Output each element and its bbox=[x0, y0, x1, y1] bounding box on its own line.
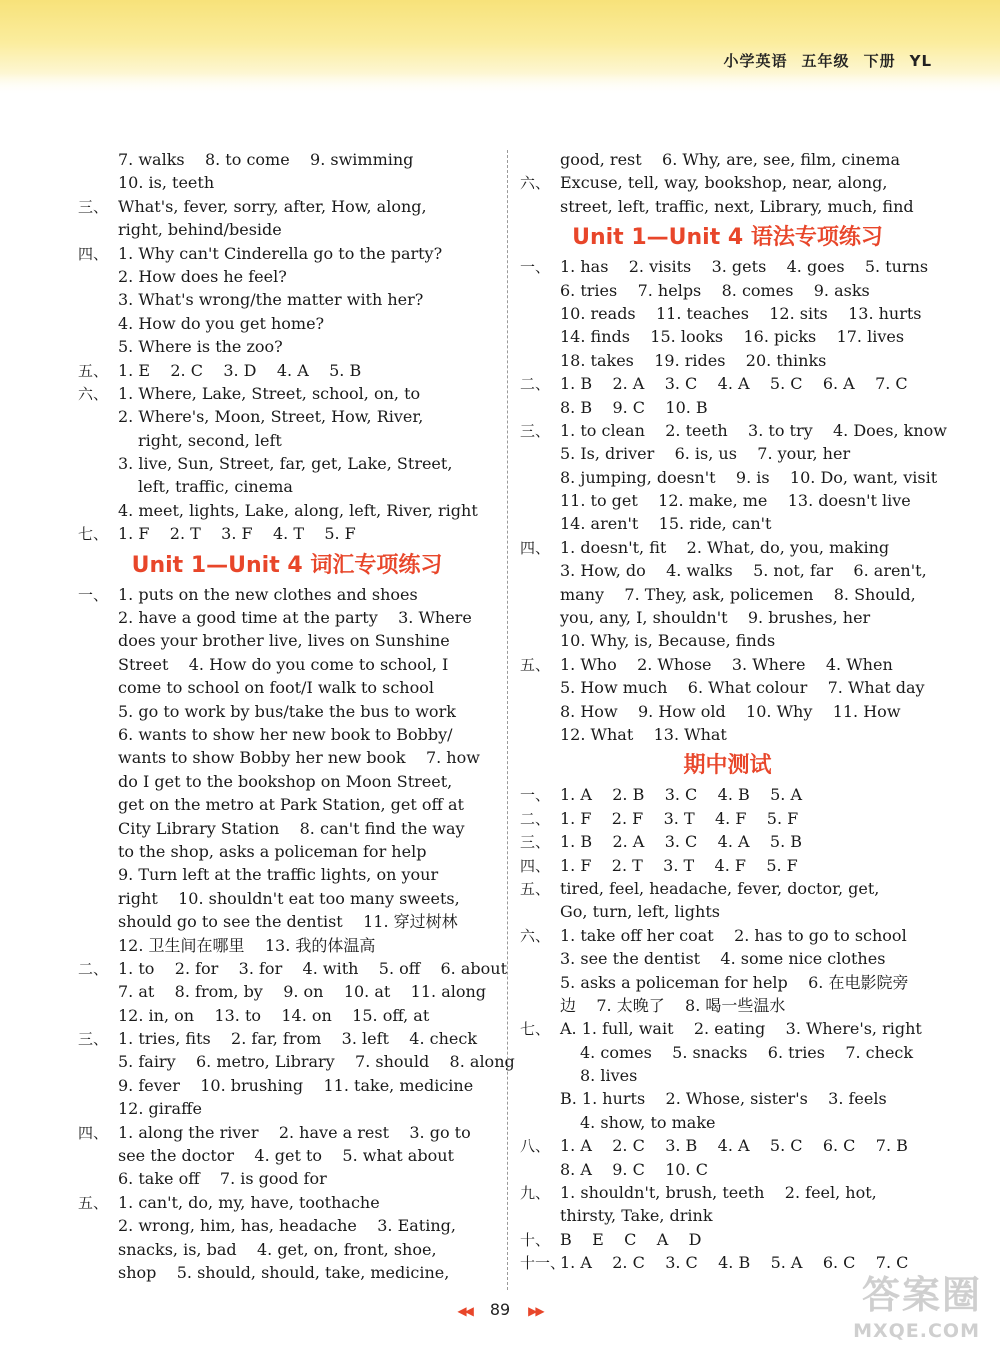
answer-line bbox=[520, 466, 938, 489]
answer-text: 14. finds 15. looks 16. picks 17. lives bbox=[560, 327, 905, 347]
question-number: 二、 bbox=[78, 959, 109, 978]
answer-line bbox=[78, 1050, 515, 1073]
answer-text: 1. Who 2. Whose 3. Where 4. When bbox=[560, 654, 893, 674]
grammar-section-title: Unit 1—Unit 4 语法专项练习 bbox=[572, 225, 883, 251]
answer-text: 7. walks 8. to come 9. swimming bbox=[118, 150, 414, 169]
answer-text: 7. at 8. from, by 9. on 10. at 11. along bbox=[118, 982, 487, 1002]
answer-line bbox=[520, 1111, 935, 1134]
answer-line bbox=[78, 522, 496, 545]
answer-text: come to school on foot/I walk to school bbox=[118, 678, 434, 698]
answer-text: 1. B 2. A 3. C 4. A 5. B bbox=[560, 832, 802, 852]
answer-text: 2. wrong, him, has, headache 3. Eating, bbox=[118, 1216, 456, 1236]
question-number: 一、 bbox=[78, 585, 109, 604]
answer-text: 1. to 2. for 3. for 4. with 5. off 6. about bbox=[118, 958, 507, 978]
next-page-icon[interactable]: ▶▶ bbox=[528, 1304, 543, 1318]
answer-line bbox=[520, 994, 935, 1017]
answer-line bbox=[78, 499, 496, 522]
answer-line bbox=[520, 783, 935, 806]
answer-text: 1. can't, do, my, have, toothache bbox=[118, 1192, 380, 1212]
answer-text: 12. What 13. What bbox=[560, 724, 727, 744]
answer-line bbox=[520, 171, 935, 194]
answer-line bbox=[78, 653, 496, 676]
answer-text: 3. see the dentist 4. some nice clothes bbox=[560, 949, 886, 969]
answer-line bbox=[78, 887, 496, 910]
midterm-section-title: 期中测试 bbox=[683, 753, 772, 779]
term-label: 下册 bbox=[863, 52, 896, 70]
answer-line bbox=[78, 405, 496, 428]
page-number: 89 bbox=[489, 1300, 511, 1319]
answer-line bbox=[78, 452, 496, 475]
answer-text: 1. F 2. T 3. T 4. F 5. F bbox=[560, 855, 798, 875]
column-divider bbox=[507, 150, 508, 1290]
answer-text: 1. Where, Lake, Street, school, on, to bbox=[118, 383, 421, 403]
answer-line bbox=[78, 1074, 496, 1097]
vocab-section-title: Unit 1—Unit 4 词汇专项练习 bbox=[131, 552, 443, 578]
answer-text: thirsty, Take, drink bbox=[560, 1206, 713, 1226]
answer-text: 4. How do you get home? bbox=[118, 313, 325, 333]
question-number: 七、 bbox=[520, 1020, 551, 1039]
answer-line bbox=[78, 1238, 496, 1261]
question-number: 九、 bbox=[520, 1184, 551, 1203]
answer-text: What's, fever, sorry, after, How, along, bbox=[118, 196, 427, 216]
answer-line bbox=[520, 372, 935, 395]
book-header bbox=[710, 50, 932, 71]
left-top-answers bbox=[78, 148, 496, 546]
question-number: 五、 bbox=[78, 1193, 109, 1212]
answer-text: wants to show Bobby her new book 7. how bbox=[118, 748, 480, 768]
answer-line bbox=[78, 910, 496, 933]
answer-text: street, left, traffic, next, Library, much, find bbox=[560, 196, 914, 216]
answer-line bbox=[520, 1181, 935, 1204]
answer-line bbox=[520, 924, 935, 947]
question-number: 三、 bbox=[520, 421, 551, 440]
question-number: 四、 bbox=[520, 538, 551, 557]
answer-line bbox=[520, 1041, 935, 1064]
answer-text: 1. B 2. A 3. C 4. A 5. C 6. A 7. C bbox=[560, 374, 908, 394]
answer-line bbox=[520, 854, 935, 877]
question-number: 四、 bbox=[78, 244, 109, 263]
answer-text: 5. go to work by bus/take the bus to work bbox=[118, 701, 456, 721]
answer-line bbox=[520, 830, 935, 853]
answer-text: do I get to the bookshop on Moon Street, bbox=[118, 771, 453, 791]
answer-text: right, behind/beside bbox=[118, 220, 282, 240]
answer-text: left, traffic, cinema bbox=[138, 477, 293, 497]
answer-text: does your brother live, lives on Sunshine bbox=[118, 631, 450, 651]
edition-code: YL bbox=[909, 52, 932, 70]
answer-text: 1. A 2. B 3. C 4. B 5. A bbox=[560, 785, 802, 805]
answer-line bbox=[78, 700, 496, 723]
answer-line bbox=[78, 723, 496, 746]
answer-text: get on the metro at Park Station, get off at bbox=[118, 795, 464, 815]
answer-text: 5. How much 6. What colour 7. What day bbox=[560, 678, 925, 698]
answer-text: 1. Why can't Cinderella go to the party? bbox=[118, 243, 443, 263]
watermark-logo bbox=[840, 1262, 990, 1357]
answer-text: 4. meet, lights, Lake, along, left, River, right bbox=[118, 500, 478, 520]
question-number: 十一、 bbox=[520, 1254, 566, 1273]
answer-text: 1. shouldn't, brush, teeth 2. feel, hot, bbox=[560, 1183, 877, 1203]
answer-line bbox=[78, 606, 496, 629]
answer-text: 8. A 9. C 10. C bbox=[560, 1159, 708, 1179]
answer-line bbox=[78, 1004, 496, 1027]
answer-line bbox=[520, 583, 935, 606]
answer-line bbox=[78, 746, 496, 769]
answer-line bbox=[520, 653, 935, 676]
answer-text: 1. has 2. visits 3. gets 4. goes 5. turns bbox=[560, 257, 929, 277]
answer-line bbox=[78, 359, 496, 382]
answer-text: good, rest 6. Why, are, see, film, cinema bbox=[560, 150, 901, 169]
answer-line bbox=[520, 396, 935, 419]
answer-line bbox=[520, 971, 935, 994]
answer-line bbox=[520, 559, 935, 582]
question-number: 五、 bbox=[520, 655, 551, 674]
answer-line bbox=[520, 1017, 935, 1040]
answer-text: 6. tries 7. helps 8. comes 9. asks bbox=[560, 280, 870, 300]
answer-text: 10. is, teeth bbox=[118, 173, 215, 193]
answer-line bbox=[520, 148, 935, 171]
question-number: 五、 bbox=[78, 361, 109, 380]
answer-line bbox=[78, 288, 496, 311]
answer-line bbox=[520, 676, 935, 699]
vocab-answers bbox=[78, 583, 515, 1285]
answer-text: 2. have a good time at the party 3. Where bbox=[118, 608, 472, 628]
answer-line bbox=[78, 676, 496, 699]
question-number: 四、 bbox=[78, 1123, 109, 1142]
answer-text: 5. asks a policeman for help 6. 在电影院旁 bbox=[560, 972, 909, 992]
answer-text: 3. What's wrong/the matter with her? bbox=[118, 290, 424, 310]
answer-text: 8. lives bbox=[580, 1066, 638, 1086]
answer-line bbox=[78, 957, 507, 980]
question-number: 十、 bbox=[520, 1230, 551, 1249]
answer-line bbox=[520, 195, 935, 218]
answer-line bbox=[520, 606, 935, 629]
prev-page-icon[interactable]: ◀◀ bbox=[457, 1304, 472, 1318]
answer-text: 1. A 2. C 3. B 4. A 5. C 6. C 7. B bbox=[560, 1136, 908, 1156]
midterm-answers bbox=[520, 783, 935, 1274]
answer-text: 10. reads 11. teaches 12. sits 13. hurts bbox=[560, 303, 922, 323]
answer-text: 18. takes 19. rides 20. thinks bbox=[560, 350, 827, 370]
answer-text: 4. comes 5. snacks 6. tries 7. check bbox=[580, 1042, 914, 1062]
answer-text: 14. aren't 15. ride, can't bbox=[560, 514, 772, 534]
answer-text: 1. take off her coat 2. has to go to school bbox=[560, 925, 907, 945]
answer-text: 11. to get 12. make, me 13. doesn't live bbox=[560, 491, 911, 511]
question-number: 二、 bbox=[520, 809, 551, 828]
right-top-answers bbox=[520, 148, 935, 218]
question-number: 五、 bbox=[520, 879, 551, 898]
answer-line bbox=[520, 302, 935, 325]
question-number: 一、 bbox=[520, 258, 551, 277]
answer-text: snacks, is, bad 4. get, on, front, shoe, bbox=[118, 1239, 437, 1259]
answer-line bbox=[78, 195, 496, 218]
answer-text: 4. show, to make bbox=[580, 1112, 716, 1132]
answer-line bbox=[78, 1261, 496, 1284]
answer-line bbox=[78, 148, 496, 171]
answer-line bbox=[78, 980, 496, 1003]
answer-text: 12. in, on 13. to 14. on 15. off, at bbox=[118, 1005, 430, 1025]
answer-line bbox=[78, 242, 496, 265]
answer-text: 1. E 2. C 3. D 4. A 5. B bbox=[118, 360, 362, 380]
answer-line bbox=[520, 442, 935, 465]
answer-line bbox=[78, 475, 496, 498]
question-number: 四、 bbox=[520, 856, 551, 875]
answer-text: 5. Where is the zoo? bbox=[118, 337, 283, 357]
answer-line bbox=[520, 512, 935, 535]
header-band bbox=[0, 0, 1000, 95]
answer-line bbox=[78, 218, 496, 241]
answer-text: 6. wants to show her new book to Bobby/ bbox=[118, 724, 453, 744]
answer-text: 2. Where's, Moon, Street, How, River, bbox=[118, 407, 424, 427]
answer-text: should go to see the dentist 11. 穿过树林 bbox=[118, 912, 458, 932]
answer-line bbox=[78, 863, 496, 886]
answer-line bbox=[78, 817, 496, 840]
answer-line bbox=[520, 700, 935, 723]
answer-text: 1. doesn't, fit 2. What, do, you, making bbox=[560, 537, 890, 557]
answer-text: 3. live, Sun, Street, far, get, Lake, Street, bbox=[118, 454, 453, 474]
answer-text: 12. giraffe bbox=[118, 1099, 202, 1119]
answer-line bbox=[78, 312, 496, 335]
answer-line bbox=[520, 1134, 935, 1157]
answer-line bbox=[78, 1121, 496, 1144]
answer-text: you, any, I, shouldn't 9. brushes, her bbox=[560, 608, 871, 628]
answer-line bbox=[520, 900, 935, 923]
answer-line bbox=[78, 429, 496, 452]
question-number: 八、 bbox=[520, 1137, 551, 1156]
answer-text: Excuse, tell, way, bookshop, near, along, bbox=[560, 173, 888, 193]
grade-label: 五年级 bbox=[801, 52, 850, 70]
answer-text: 1. A 2. C 3. C 4. B 5. A 6. C 7. C bbox=[560, 1253, 909, 1273]
answer-text: Street 4. How do you come to school, I bbox=[118, 654, 449, 674]
answer-line bbox=[520, 536, 935, 559]
answer-line bbox=[520, 1158, 935, 1181]
answer-line bbox=[78, 770, 496, 793]
answer-line bbox=[78, 382, 496, 405]
answer-line bbox=[520, 1228, 935, 1251]
answer-line bbox=[78, 1191, 496, 1214]
answer-text: 5. Is, driver 6. is, us 7. your, her bbox=[560, 444, 851, 464]
watermark-url: MXQE.COM bbox=[853, 1320, 980, 1342]
answer-text: 12. 卫生间在哪里 13. 我的体温高 bbox=[118, 935, 376, 955]
answer-line bbox=[78, 1214, 496, 1237]
answer-text: B E C A D bbox=[560, 1229, 702, 1249]
answer-line bbox=[78, 265, 496, 288]
answer-text: 8. jumping, doesn't 9. is 10. Do, want, visit bbox=[560, 467, 938, 487]
answer-line bbox=[520, 1064, 935, 1087]
answer-text: City Library Station 8. can't find the way bbox=[118, 818, 465, 838]
answer-line bbox=[520, 723, 935, 746]
answer-text: 9. Turn left at the traffic lights, on your bbox=[118, 865, 439, 885]
answer-line bbox=[78, 1167, 496, 1190]
question-number: 六、 bbox=[520, 926, 551, 945]
watermark-text: 答案圈 bbox=[861, 1273, 982, 1317]
answer-line bbox=[78, 934, 496, 957]
answer-text: A. 1. full, wait 2. eating 3. Where's, right bbox=[560, 1019, 922, 1039]
answer-text: B. 1. hurts 2. Whose, sister's 3. feels bbox=[560, 1089, 887, 1109]
answer-line bbox=[78, 583, 496, 606]
answer-text: 1. F 2. F 3. T 4. F 5. F bbox=[560, 808, 799, 828]
answer-line bbox=[520, 255, 935, 278]
answer-text: 1. tries, fits 2. far, from 3. left 4. check bbox=[118, 1029, 478, 1049]
answer-text: 10. Why, is, Because, finds bbox=[560, 631, 776, 651]
answer-line bbox=[78, 1144, 496, 1167]
answer-text: 边 7. 太晚了 8. 喝一些温水 bbox=[560, 995, 786, 1015]
answer-line bbox=[520, 1204, 935, 1227]
answer-text: 1. to clean 2. teeth 3. to try 4. Does, know bbox=[560, 420, 947, 440]
answer-text: tired, feel, headache, fever, doctor, get, bbox=[560, 878, 880, 898]
answer-text: 5. fairy 6. metro, Library 7. should 8. along bbox=[118, 1052, 515, 1072]
question-number: 三、 bbox=[78, 197, 109, 216]
answer-text: 8. How 9. How old 10. Why 11. How bbox=[560, 701, 901, 721]
question-number: 三、 bbox=[520, 833, 551, 852]
left-column bbox=[78, 148, 515, 1284]
answer-line bbox=[78, 793, 496, 816]
answer-text: Go, turn, left, lights bbox=[560, 902, 720, 922]
answer-line bbox=[520, 807, 935, 830]
answer-text: 8. B 9. C 10. B bbox=[560, 397, 708, 417]
answer-line bbox=[520, 1087, 935, 1110]
answer-line bbox=[78, 335, 496, 358]
answer-text: shop 5. should, should, take, medicine, bbox=[118, 1262, 450, 1282]
answer-line bbox=[78, 1027, 496, 1050]
answer-text: to the shop, asks a policeman for help bbox=[118, 841, 427, 861]
question-number: 六、 bbox=[520, 174, 551, 193]
answer-text: 1. along the river 2. have a rest 3. go to bbox=[118, 1122, 471, 1142]
answer-line bbox=[520, 947, 935, 970]
answer-line bbox=[78, 629, 496, 652]
answer-text: many 7. They, ask, policemen 8. Should, bbox=[560, 584, 916, 604]
answer-text: 1. puts on the new clothes and shoes bbox=[118, 584, 418, 604]
answer-line bbox=[520, 877, 935, 900]
answer-text: 3. How, do 4. walks 5. not, far 6. aren't, bbox=[560, 561, 927, 581]
question-number: 三、 bbox=[78, 1030, 109, 1049]
question-number: 七、 bbox=[78, 525, 109, 544]
grammar-answers bbox=[520, 255, 947, 746]
right-column bbox=[520, 148, 947, 1275]
answer-line bbox=[520, 325, 935, 348]
answer-text: 6. take off 7. is good for bbox=[118, 1169, 327, 1189]
answer-line bbox=[520, 489, 935, 512]
question-number: 一、 bbox=[520, 786, 551, 805]
question-number: 六、 bbox=[78, 384, 109, 403]
answer-line bbox=[78, 1097, 496, 1120]
answer-line bbox=[78, 840, 496, 863]
answer-line bbox=[520, 349, 935, 372]
answer-text: 2. How does he feel? bbox=[118, 266, 287, 286]
answer-text: 1. F 2. T 3. F 4. T 5. F bbox=[118, 524, 356, 544]
answer-text: 9. fever 10. brushing 11. take, medicine bbox=[118, 1075, 474, 1095]
answer-text: see the doctor 4. get to 5. what about bbox=[118, 1146, 454, 1166]
question-number: 二、 bbox=[520, 375, 551, 394]
answer-text: right 10. shouldn't eat too many sweets, bbox=[118, 888, 460, 908]
subject-label: 小学英语 bbox=[723, 52, 788, 70]
answer-line bbox=[520, 629, 935, 652]
answer-text: right, second, left bbox=[138, 430, 282, 450]
answer-line bbox=[78, 171, 496, 194]
answer-line bbox=[520, 419, 947, 442]
answer-line bbox=[520, 279, 935, 302]
